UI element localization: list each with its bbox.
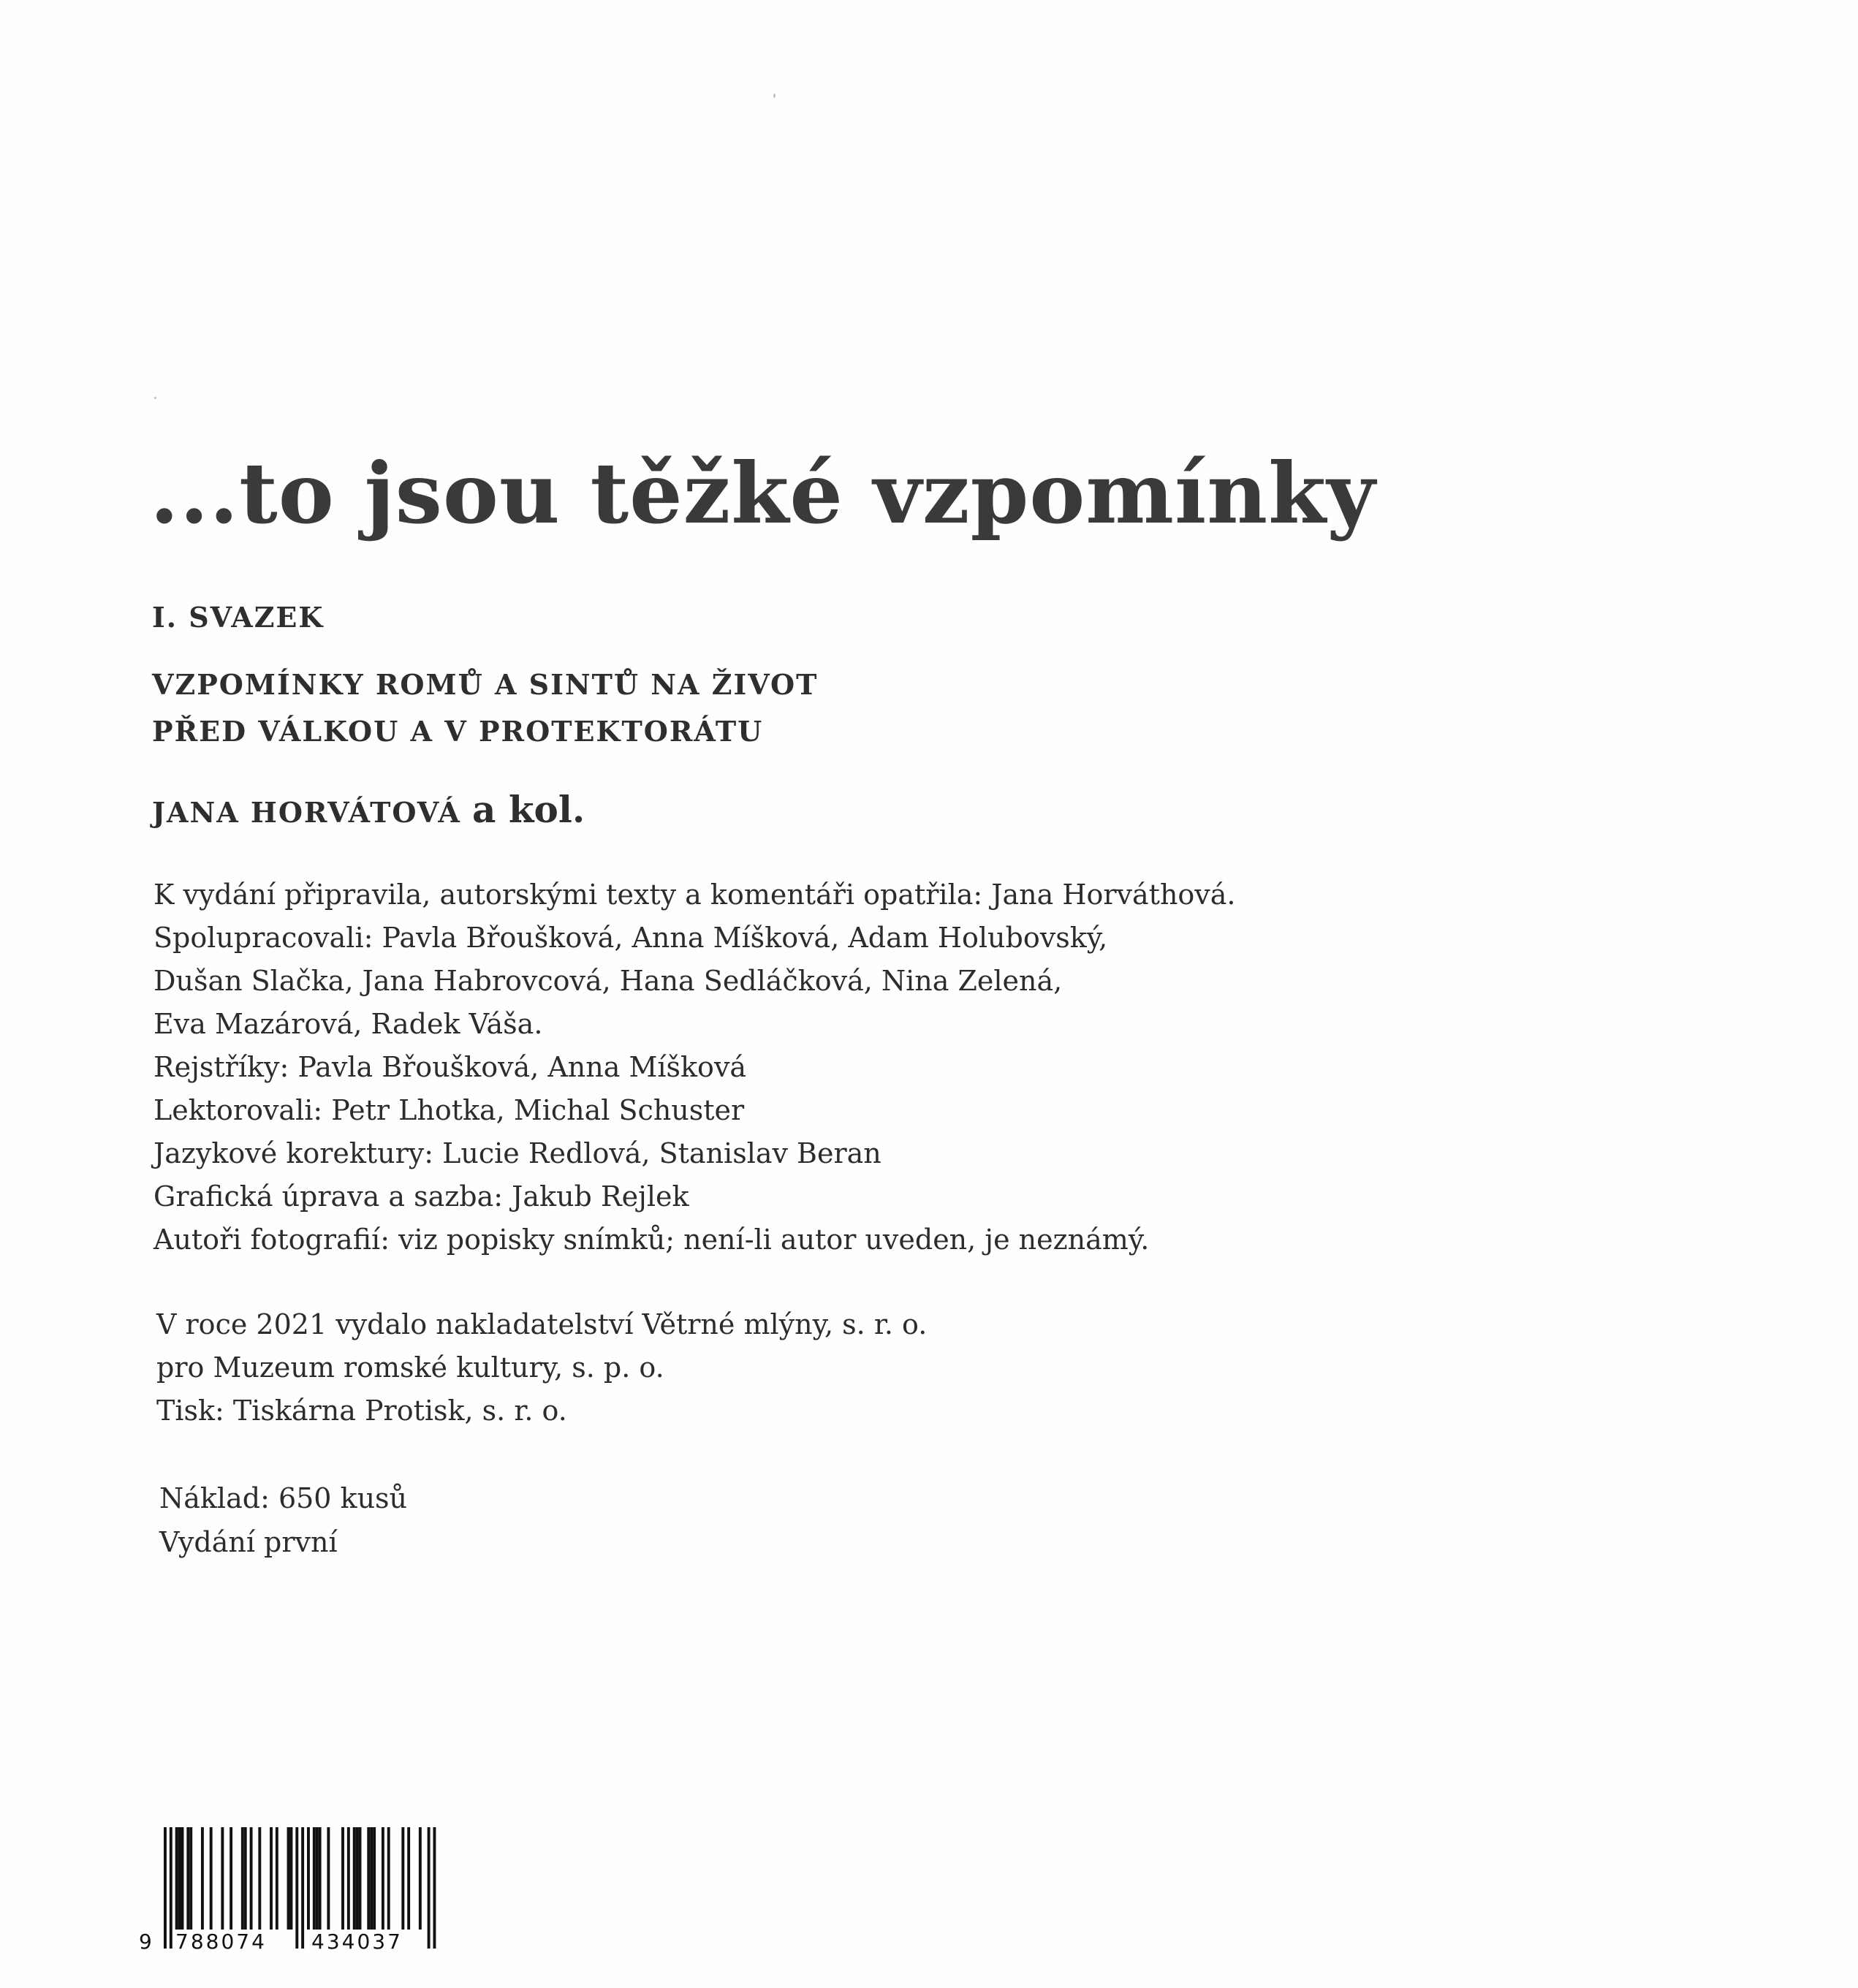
author-suffix: a kol. [472,788,585,831]
credits-line: Autoři fotografií: viz popisky snímků; není-li autor uveden, je neznámý. [153,1223,1150,1256]
barcode-bar [370,1827,373,1930]
credits-line: Lektorovali: Petr Lhotka, Michal Schuster [153,1094,745,1126]
barcode-left-digits: 788074 [175,1930,267,1951]
barcode-bar [270,1827,273,1930]
barcode-bar [307,1827,310,1930]
barcode-bar [289,1827,292,1930]
barcode-bar [327,1827,330,1930]
author-line [152,788,585,831]
credits-line: Eva Mazárová, Radek Váša. [153,1008,543,1040]
barcode-guard-bar [170,1827,172,1949]
credits-line: Rejstříky: Pavla Břoušková, Anna Míšková [153,1051,747,1083]
barcode-bar [276,1827,278,1930]
barcode-bar [210,1827,213,1930]
subtitle-line-2: PŘED VÁLKOU A V PROTEKTORÁTU [152,715,764,748]
barcode-guard-bar [428,1827,431,1949]
barcode-first-digit: 9 [139,1930,152,1951]
barcode-bar [258,1827,261,1930]
barcode-bar [382,1827,384,1930]
barcode-bar [373,1827,376,1930]
book-title: ...to jsou těžké vzpomínky [150,444,1376,542]
credits-line: Dušan Slačka, Jana Habrovcová, Hana Sedláčková, Nina Zelená, [153,965,1063,997]
barcode-bar [356,1827,359,1930]
barcode-bar [221,1827,224,1930]
paper-speck [154,397,156,399]
credits-line: Jazykové korektury: Lucie Redlová, Stanislav Beran [153,1137,881,1169]
barcode-bar [401,1827,404,1930]
barcode-bar [341,1827,344,1930]
barcode-bar [186,1827,189,1930]
barcode-bar [178,1827,181,1930]
barcode-bar [175,1827,178,1930]
print-run: Náklad: 650 kusů [159,1482,408,1514]
barcode-guard-bar [301,1827,304,1949]
edition-block [159,1476,407,1564]
subtitle-line-1: VZPOMÍNKY ROMŮ A SINTŮ NA ŽIVOT [152,668,819,701]
barcode-right-digits: 434037 [311,1930,403,1951]
barcode-guard-bar [433,1827,436,1949]
barcode-bar [241,1827,244,1930]
barcode-bar [189,1827,192,1930]
barcode-bar [353,1827,356,1930]
barcode-bar [250,1827,253,1930]
barcode-bar [419,1827,422,1930]
paper-speck [773,94,776,98]
barcode-bar [319,1827,322,1930]
barcode-bar [287,1827,290,1930]
barcode-bar [387,1827,390,1930]
volume-label: I. SVAZEK [152,601,325,634]
edition-number: Vydání první [159,1526,338,1558]
barcode-bar [316,1827,319,1930]
barcode-guard-bar [295,1827,298,1949]
barcode-bar [359,1827,362,1930]
barcode-bar [367,1827,370,1930]
barcode-bar [244,1827,247,1930]
publisher-block [156,1303,927,1433]
barcode-bar [230,1827,232,1930]
credits-line: K vydání připravila, autorskými texty a komentáři opatřila: Jana Horváthová. [153,879,1236,911]
author-name: JANA HORVÁTOVÁ [152,796,461,829]
publisher-line: pro Muzeum romské kultury, s. p. o. [156,1351,664,1384]
publisher-line: Tisk: Tiskárna Protisk, s. r. o. [156,1395,567,1427]
isbn-barcode [137,1827,443,1951]
barcode-bar [347,1827,350,1930]
publisher-line: V roce 2021 vydalo nakladatelství Větrné mlýny, s. r. o. [156,1308,928,1340]
barcode-bar [201,1827,204,1930]
barcode-bar [181,1827,184,1930]
barcode-bar [407,1827,410,1930]
barcode-bar [313,1827,316,1930]
credits-line: Spolupracovali: Pavla Břoušková, Anna Míšková, Adam Holubovský, [153,922,1108,954]
barcode-guard-bar [164,1827,167,1949]
credits-line: Grafická úprava a sazba: Jakub Rejlek [153,1180,689,1213]
credits-block [153,873,1236,1262]
